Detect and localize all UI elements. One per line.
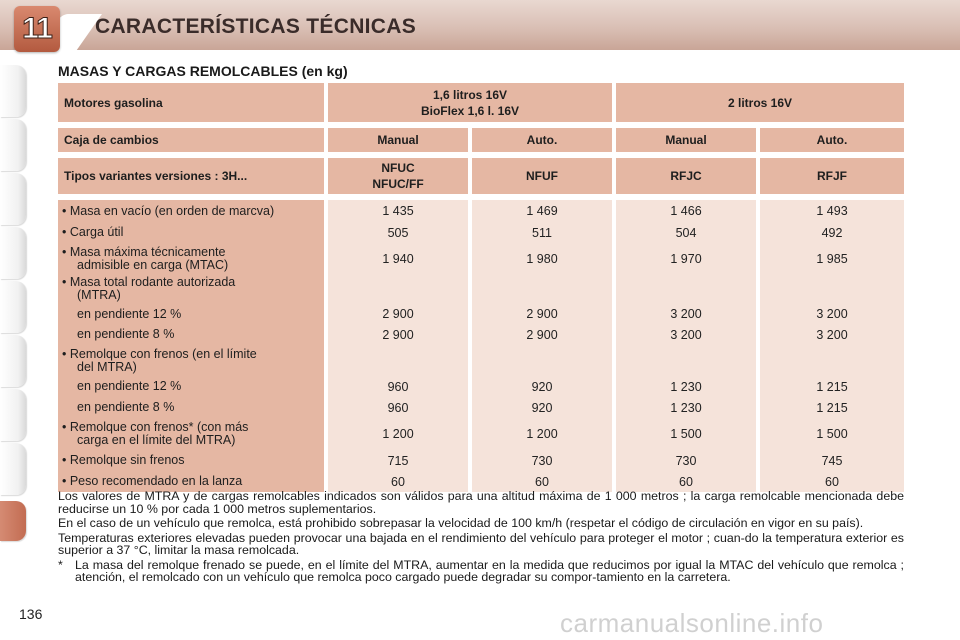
row-label-text: en pendiente 12 % (77, 379, 182, 393)
row-value: 1 980 (472, 243, 616, 274)
row-value: 1 200 (472, 418, 616, 450)
row-label: • Remolque sin frenos (58, 450, 328, 471)
row-value: 960 (328, 397, 472, 418)
row-value: 60 (760, 471, 904, 492)
table-row (58, 324, 904, 345)
variant-cell: NFUF (472, 158, 616, 194)
row-value: 3 200 (616, 324, 760, 345)
row-label-line2: admisible en carga (MTAC) (77, 257, 229, 272)
row-value: 715 (328, 450, 472, 471)
side-tab-active[interactable] (0, 501, 26, 541)
row-label (58, 243, 328, 274)
note-temperature: Temperaturas exteriores elevadas pueden provocar una bajada en el rendimiento del vehículo para proteger el motor ; cuan-do la temperatura exterior es superior a 37 °C, limitar la masa remolcada. (58, 530, 904, 557)
row-value (472, 274, 616, 304)
row-value: 492 (760, 222, 904, 243)
side-tab[interactable] (0, 227, 26, 279)
table-row (58, 243, 904, 274)
row-value: 1 469 (472, 200, 616, 222)
row-value (328, 345, 472, 376)
row-label (58, 274, 328, 304)
row-value: 1 200 (328, 418, 472, 450)
row-value: 60 (616, 471, 760, 492)
row-label: • Carga útil (58, 222, 328, 243)
row-value: 745 (760, 450, 904, 471)
row-label-text: en pendiente 8 % (77, 400, 175, 414)
page-number: 136 (19, 606, 43, 622)
gearbox-cell: Auto. (760, 128, 904, 152)
table-row (58, 450, 904, 471)
row-value: 960 (328, 376, 472, 397)
row-value: 1 985 (760, 243, 904, 274)
row-value (616, 274, 760, 304)
row-value (328, 274, 472, 304)
row-value: 920 (472, 376, 616, 397)
note-speed: En el caso de un vehículo que remolca, está prohibido sobrepasar la velocidad de 100 km/h (respetar el código de circulación en vigor en su país). (58, 516, 864, 530)
row-value: 1 215 (760, 376, 904, 397)
row-label-line2: (MTRA) (77, 288, 121, 302)
watermark: carmanualsonline.info (560, 608, 824, 638)
chapter-badge (14, 6, 60, 52)
row-label-line1: • Masa máxima técnicamente (62, 244, 226, 259)
page-title: CARACTERÍSTICAS TÉCNICAS (95, 15, 417, 38)
table-row (58, 274, 904, 304)
row-value: 504 (616, 222, 760, 243)
row-value: 920 (472, 397, 616, 418)
row-value: 1 435 (328, 200, 472, 222)
gearbox-label: Caja de cambios (58, 128, 328, 152)
variant-1-line2: NFUC/FF (372, 177, 424, 191)
row-value: 1 230 (616, 397, 760, 418)
row-label: • Peso recomendado en la lanza (58, 471, 328, 492)
row-value: 2 900 (472, 304, 616, 324)
row-value: 3 200 (760, 304, 904, 324)
engines-row (58, 83, 904, 122)
engine-1-line2: BioFlex 1,6 l. 16V (420, 103, 520, 118)
row-value: 1 970 (616, 243, 760, 274)
engine-1-line1: 1,6 litros 16V (432, 87, 508, 102)
table-row (58, 397, 904, 418)
side-tab[interactable] (0, 173, 26, 225)
row-value: 60 (472, 471, 616, 492)
side-tab[interactable] (0, 119, 26, 171)
row-value: 505 (328, 222, 472, 243)
row-label-text: en pendiente 8 % (77, 327, 175, 341)
row-value: 1 466 (616, 200, 760, 222)
weights-table (58, 83, 904, 492)
notes (58, 490, 904, 584)
row-label (58, 397, 328, 418)
gearbox-cell: Manual (328, 128, 472, 152)
variant-cell: RFJF (760, 158, 904, 194)
row-label-line1: • Remolque con frenos* (con más (62, 420, 249, 434)
variant-cell (328, 158, 472, 194)
variants-row (58, 158, 904, 194)
row-value: 1 940 (328, 243, 472, 274)
row-value: 1 493 (760, 200, 904, 222)
row-value: 60 (328, 471, 472, 492)
variant-cell: RFJC (616, 158, 760, 194)
side-tab[interactable] (0, 281, 26, 333)
row-label-line1: • Masa total rodante autorizada (62, 275, 236, 289)
side-chapter-tabs (0, 65, 26, 543)
row-value (760, 274, 904, 304)
row-value: 1 215 (760, 397, 904, 418)
row-value (616, 345, 760, 376)
row-value: 2 900 (328, 304, 472, 324)
side-tab[interactable] (0, 443, 26, 495)
row-value: 511 (472, 222, 616, 243)
side-tab[interactable] (0, 389, 26, 441)
row-value (760, 345, 904, 376)
row-value: 3 200 (760, 324, 904, 345)
table-row (58, 222, 904, 243)
chapter-number: 11 (22, 12, 52, 45)
row-label: • Masa en vacío (en orden de marcva) (58, 200, 328, 222)
footnote-text: La masa del remolque frenado se puede, en el límite del MTRA, aumentar en la medida que reducimos por igual la MTAC del vehículo que remolca ; atención, el remolcado con un vehículo que remolca poco cargado puede degradar su compor-tamiento en la carretera. (75, 557, 904, 584)
note-altitude: Los valores de MTRA y de cargas remolcables indicados son válidos para una altitud máxima de 1 000 metros ; la carga remolcable mencionada debe reducirse un 10 % por cada 1 000 metros suplementarios. (58, 489, 904, 516)
row-label-line2: carga en el límite del MTRA) (77, 433, 236, 447)
row-label (58, 376, 328, 397)
gearbox-row (58, 128, 904, 152)
side-tab[interactable] (0, 65, 26, 117)
row-label-text: en pendiente 12 % (77, 306, 182, 321)
table-row (58, 418, 904, 450)
side-tab[interactable] (0, 335, 26, 387)
row-label-line1: • Remolque con frenos (en el límite (62, 346, 257, 361)
row-value: 730 (616, 450, 760, 471)
engines-label: Motores gasolina (58, 83, 328, 122)
row-label-line2: del MTRA) (77, 359, 137, 374)
engine-1 (328, 83, 616, 122)
row-value: 2 900 (328, 324, 472, 345)
table-row (58, 376, 904, 397)
section-title: MASAS Y CARGAS REMOLCABLES (en kg) (58, 63, 348, 79)
footnote (58, 559, 904, 584)
gearbox-cell: Manual (616, 128, 760, 152)
row-value: 2 900 (472, 324, 616, 345)
row-value: 3 200 (616, 304, 760, 324)
row-value: 1 230 (616, 376, 760, 397)
variants-label: Tipos variantes versiones : 3H... (58, 158, 328, 194)
row-value (472, 345, 616, 376)
footnote-marker: * (58, 557, 63, 572)
row-label (58, 418, 328, 450)
engine-2: 2 litros 16V (616, 83, 904, 122)
table-row (58, 304, 904, 324)
gearbox-cell: Auto. (472, 128, 616, 152)
row-value: 730 (472, 450, 616, 471)
row-value: 1 500 (616, 418, 760, 450)
table-row (58, 200, 904, 222)
row-label (58, 324, 328, 345)
row-label (58, 345, 328, 376)
row-value: 1 500 (760, 418, 904, 450)
row-label (58, 304, 328, 324)
variant-1-line1: NFUC (381, 161, 415, 175)
table-row (58, 345, 904, 376)
